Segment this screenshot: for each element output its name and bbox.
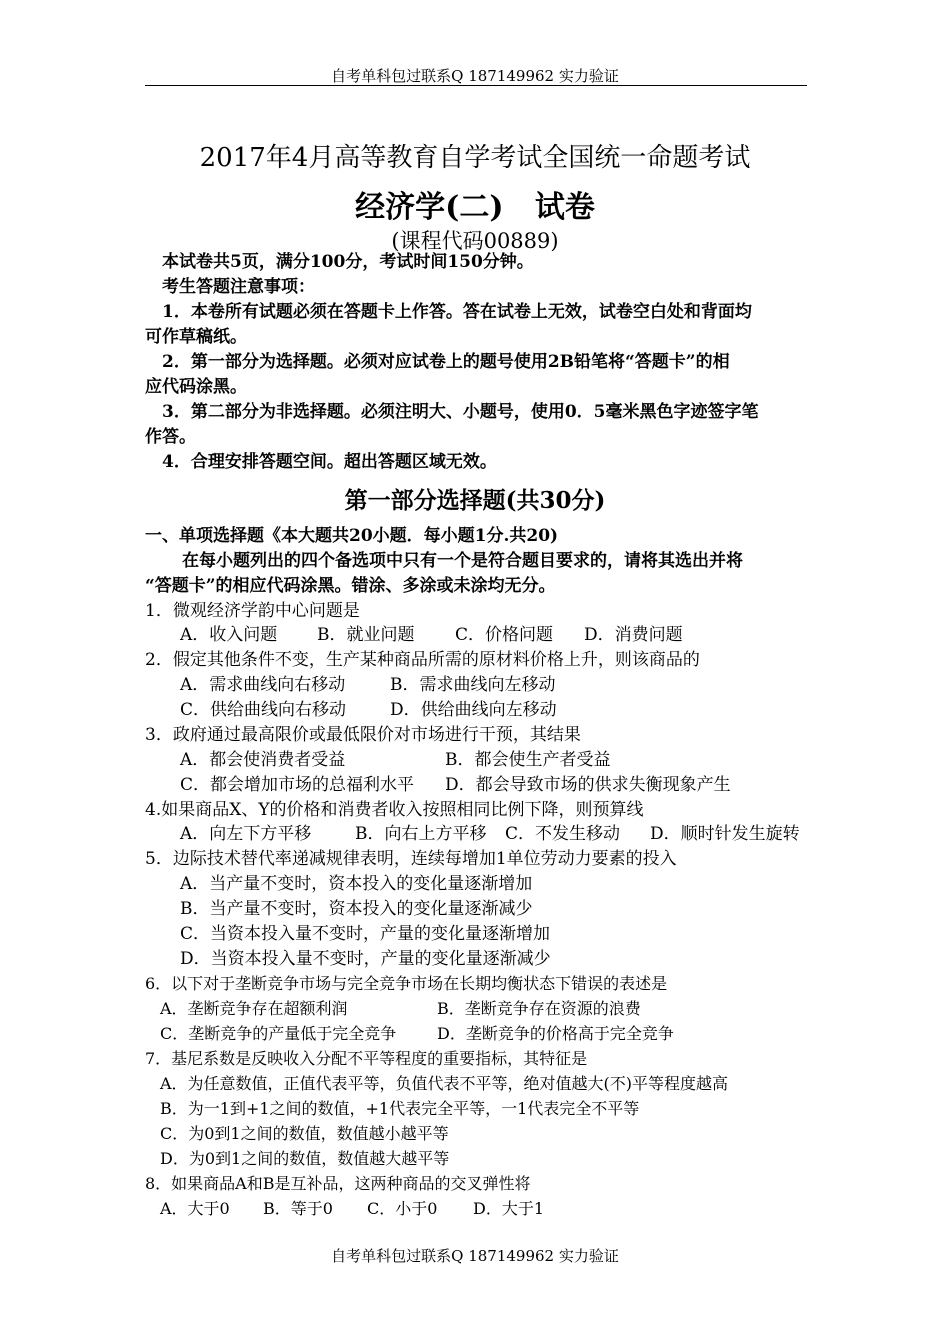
question-2-option-a: A．需求曲线向右移动: [180, 675, 346, 695]
question-5-option-b: B．当产量不变时，资本投入的变化量逐渐减少: [180, 899, 533, 919]
question-1-option-c: C．价格问题: [455, 625, 554, 645]
question-6-option-a: A．垄断竞争存在超额利润: [160, 999, 348, 1018]
question-7-option-c: C．为0到1之间的数值，数值越小越平等: [160, 1124, 449, 1143]
question-6-option-c: C．垄断竞争的产量低于完全竞争: [160, 1024, 397, 1043]
note-1-line-2: 可作草稿纸。: [145, 327, 247, 347]
question-3-option-d: D．都会导致市场的供求失衡现象产生: [445, 775, 731, 795]
course-code: (课程代码00889): [391, 229, 559, 253]
notes-title: 考生答题注意事项：: [162, 277, 315, 297]
question-8-option-d: D．大于1: [473, 1199, 545, 1218]
question-6-option-b: B．垄断竞争存在资源的浪费: [437, 999, 641, 1018]
question-4-stem: 4.如果商品X、Y的价格和消费者收入按照相同比例下降，则预算线: [145, 800, 644, 820]
question-2-option-c: C．供给曲线向右移动: [180, 700, 347, 720]
question-6-option-d: D．垄断竞争的价格高于完全竞争: [437, 1024, 674, 1043]
question-2-option-b: B．需求曲线向左移动: [390, 675, 556, 695]
question-8-option-b: B．等于0: [263, 1199, 333, 1218]
question-8-option-c: C．小于0: [367, 1199, 438, 1218]
question-1-option-b: B．就业问题: [317, 625, 415, 645]
question-7-stem: 7．基尼系数是反映收入分配不平等程度的重要指标，其特征是: [145, 1049, 588, 1068]
question-5-stem: 5．边际技术替代率递减规律表明，连续每增加1单位劳动力要素的投入: [145, 849, 677, 869]
page-header: 自考单科包过联系Q 187149962 实力验证: [331, 67, 619, 85]
question-7-option-a: A．为任意数值，正值代表平等，负值代表不平等，绝对值越大(不)平等程度越高: [160, 1074, 729, 1093]
question-5-option-c: C．当资本投入量不变时，产量的变化量逐渐增加: [180, 924, 551, 944]
question-4-option-b: B．向右上方平移: [355, 824, 487, 844]
question-2-option-d: D．供给曲线向左移动: [390, 700, 557, 720]
question-7-option-d: D．为0到1之间的数值，数值越大越平等: [160, 1149, 450, 1168]
note-3-line-1: 3．第二部分为非选择题。必须注明大、小题号，使用0．5毫米黑色字迹签字笔: [162, 402, 759, 422]
question-8-stem: 8．如果商品A和B是互补品，这两种商品的交叉弹性将: [145, 1174, 531, 1193]
part1-title: 第一部分选择题(共30分): [344, 487, 606, 514]
exam-intro: 本试卷共5页，满分100分，考试时间150分钟。: [162, 252, 534, 272]
question-3-option-a: A．都会使消费者受益: [180, 750, 346, 770]
note-1-line-1: 1．本卷所有试题必须在答题卡上作答。答在试卷上无效，试卷空白处和背面均: [162, 302, 752, 322]
question-1-stem: 1．微观经济学韵中心问题是: [145, 601, 360, 621]
note-3-line-2: 作答。: [145, 427, 196, 447]
section1-instructions-line-2: “答题卡”的相应代码涂黑。错涂、多涂或未涂均无分。: [145, 576, 556, 596]
question-4-option-c: C．不发生移动: [505, 824, 621, 844]
note-4: 4．合理安排答题空间。超出答题区域无效。: [162, 452, 497, 472]
header-divider: [145, 85, 807, 86]
question-4-option-d: D．顺时针发生旋转: [650, 824, 800, 844]
question-3-option-c: C．都会增加市场的总福利水平: [180, 775, 415, 795]
question-5-option-a: A．当产量不变时，资本投入的变化量逐渐增加: [180, 874, 533, 894]
note-2-line-1: 2．第一部分为选择题。必须对应试卷上的题号使用2B铅笔将“答题卡”的相: [162, 352, 730, 372]
question-7-option-b: B．为一1到+1之间的数值，+1代表完全平等，一1代表完全不平等: [160, 1099, 640, 1118]
question-3-stem: 3．政府通过最高限价或最低限价对市场进行干预，其结果: [145, 725, 581, 745]
question-1-option-a: A．收入问题: [180, 625, 278, 645]
question-5-option-d: D．当资本投入量不变时，产量的变化量逐渐减少: [180, 949, 551, 969]
question-3-option-b: B．都会使生产者受益: [445, 750, 611, 770]
question-4-option-a: A．向左下方平移: [180, 824, 312, 844]
question-6-stem: 6．以下对于垄断竞争市场与完全竞争市场在长期均衡状态下错误的表述是: [145, 974, 668, 993]
subject-title: 经济学(二) 试卷: [355, 190, 595, 225]
question-8-option-a: A．大于0: [160, 1199, 230, 1218]
page-footer: 自考单科包过联系Q 187149962 实力验证: [331, 1247, 619, 1265]
note-2-line-2: 应代码涂黑。: [145, 377, 247, 397]
question-1-option-d: D．消费问题: [584, 625, 683, 645]
section1-instructions-line-1: 在每小题列出的四个备选项中只有一个是符合题目要求的，请将其选出并将: [182, 551, 743, 571]
section1-title: 一、单项选择题《本大题共20小题．每小题1分.共20): [145, 526, 559, 546]
question-2-stem: 2．假定其他条件不变，生产某种商品所需的原材料价格上升，则该商品的: [145, 650, 700, 670]
exam-title: 2017年4月高等教育自学考试全国统一命题考试: [199, 143, 751, 173]
